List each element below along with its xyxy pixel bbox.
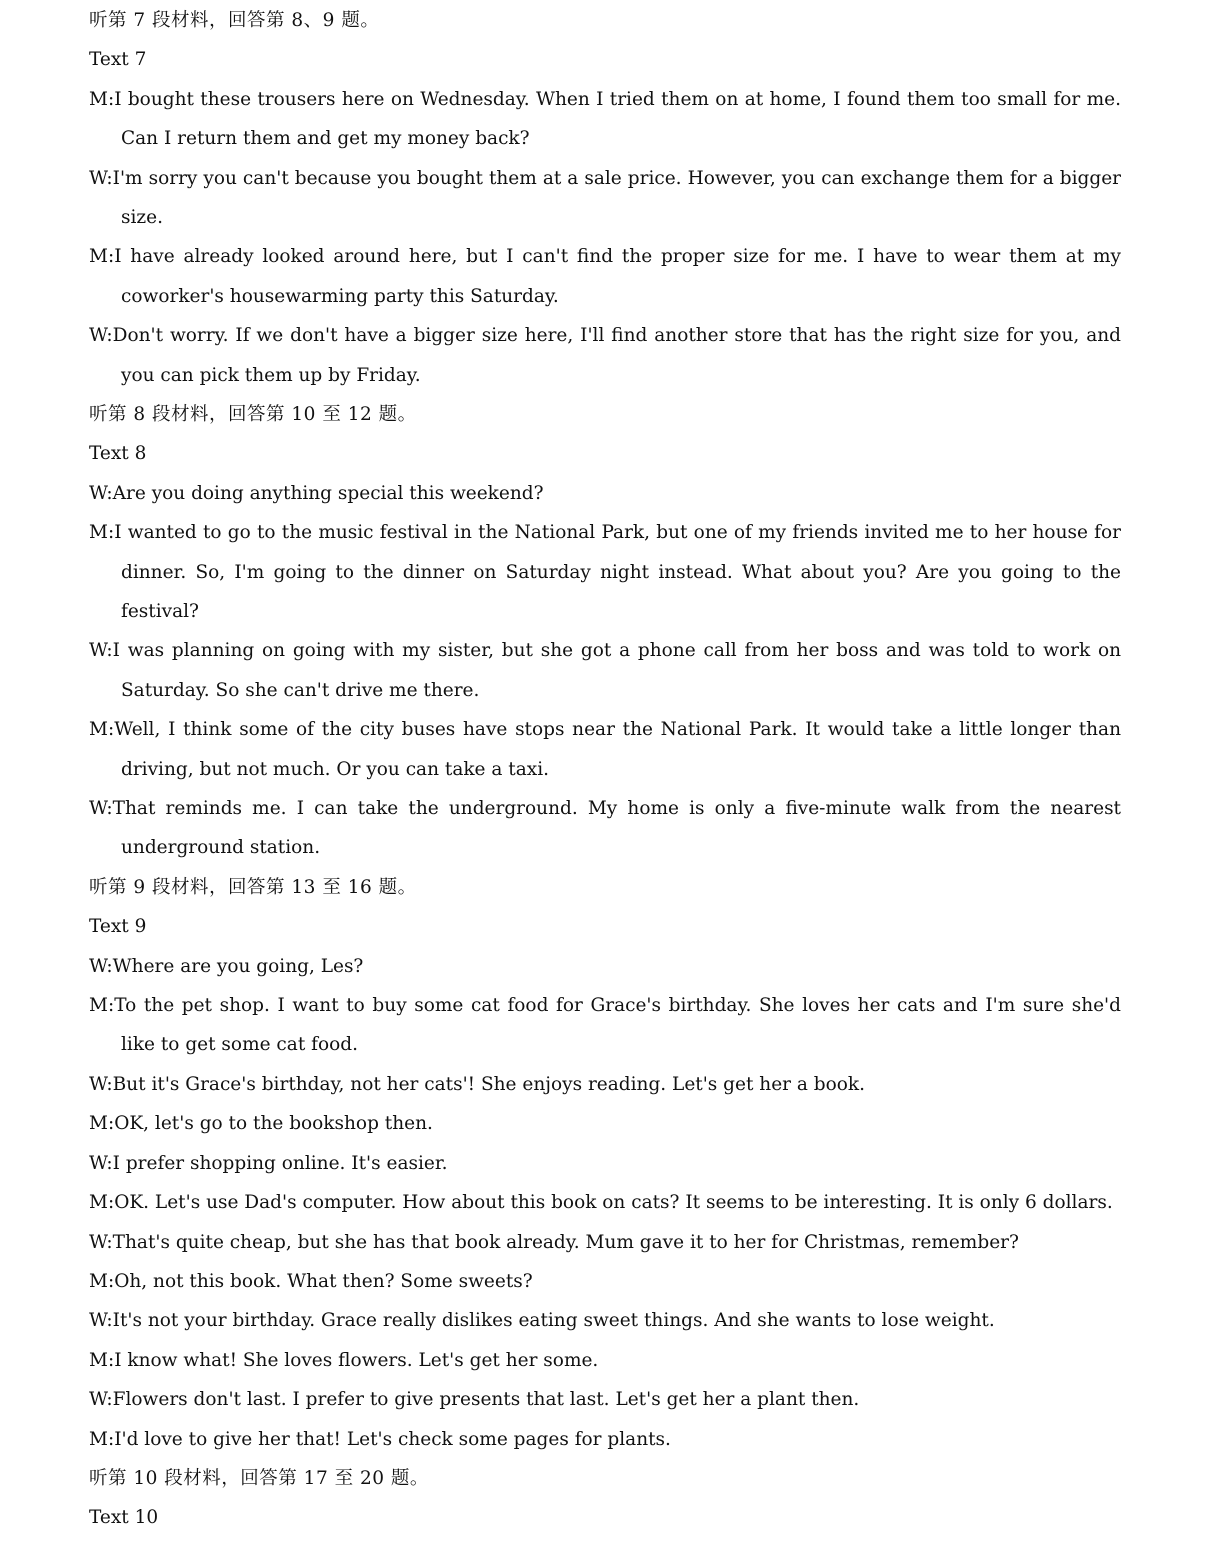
speaker-label: M [89,1113,108,1135]
speaker-colon: : [106,1231,113,1253]
speaker-label: W [89,1389,107,1411]
speaker-colon: : [106,1389,113,1411]
utterance-text: I was planning on going with my sister, but she got a phone call from her boss and was told to work on Saturday. So she can't drive me there. [112,640,1121,701]
speaker-label: W [89,1310,107,1332]
utterance-text: Flowers don't last. I prefer to give presents that last. Let's get her a plant then. [112,1389,860,1411]
dialogue-turn [89,474,1121,513]
speaker-colon: : [106,325,113,347]
speaker-colon: : [107,1428,115,1450]
utterance-text: I bought these trousers here on Wednesday. When I tried them on at home, I found them too small for me. Can I return them and get my money back? [114,88,1121,150]
speaker-colon: : [107,719,115,741]
utterance-text: Are you doing anything special this weekend? [112,482,544,504]
speaker-label: M [89,1428,108,1450]
section-heading: 听第 10 段材料，回答第 17 至 20 题。 [89,1467,429,1489]
speaker-colon: : [107,246,115,268]
utterance-text: That's quite cheap, but she has that book already. Mum gave it to her for Christmas, remember? [112,1231,1019,1253]
speaker-label: W [89,325,107,347]
dialogue-turn [89,316,1121,395]
utterance-text: I wanted to go to the music festival in the National Park, but one of my friends invited me to her house for dinner. So, I'm going to the dinner on Saturday night instead. What about you? Are you going to the festival? [114,522,1121,623]
dialogue-turn [89,986,1121,1065]
text-label: Text 9 [89,916,147,938]
utterance-text: But it's Grace's birthday, not her cats'! She enjoys reading. Let's get her a book. [112,1073,865,1095]
utterance-text: I know what! She loves flowers. Let's get her some. [114,1349,599,1371]
dialogue-turn [89,1301,1121,1340]
dialogue-turn [89,1420,1121,1459]
dialogue-turn [89,159,1121,238]
speaker-colon: : [107,1192,115,1214]
section-heading: 听第 9 段材料，回答第 13 至 16 题。 [89,876,417,898]
speaker-colon: : [107,88,115,110]
speaker-colon: : [106,482,113,504]
section-heading: 听第 7 段材料，回答第 8、9 题。 [89,10,380,31]
utterance-text: Don't worry. If we don't have a bigger size here, I'll find another store that has the right size for you, and you can pick them up by Friday. [112,325,1121,386]
speaker-label: M [89,1349,108,1371]
speaker-colon: : [107,995,115,1017]
speaker-colon: : [106,955,113,977]
speaker-label: W [89,1073,107,1095]
speaker-label: W [89,798,107,820]
speaker-label: W [89,1152,107,1174]
utterance-text: Oh, not this book. What then? Some sweets? [114,1270,533,1292]
dialogue-turn [89,513,1121,631]
utterance-text: I prefer shopping online. It's easier. [112,1152,448,1174]
utterance-text: It's not your birthday. Grace really dislikes eating sweet things. And she wants to lose weight. [112,1310,995,1332]
speaker-colon: : [106,640,113,662]
text-label: Text 10 [89,1507,159,1529]
speaker-label: W [89,955,107,977]
utterance-text: That reminds me. I can take the underground. My home is only a five-minute walk from the nearest underground station. [112,798,1121,859]
speaker-colon: : [107,1113,115,1135]
speaker-colon: : [107,522,115,544]
dialogue-turn [89,1183,1121,1222]
utterance-text: I'm sorry you can't because you bought them at a sale price. However, you can exchange them for a bigger size. [112,167,1121,228]
dialogue-turn [89,1144,1121,1183]
speaker-label: M [89,1192,108,1214]
dialogue-turn [89,1380,1121,1419]
speaker-label: W [89,640,107,662]
dialogue-turn [89,80,1121,159]
speaker-label: M [89,88,108,110]
dialogue-turn [89,1341,1121,1380]
utterance-text: I'd love to give her that! Let's check some pages for plants. [114,1428,671,1450]
dialogue-turn [89,1223,1121,1262]
dialogue-turn [89,1104,1121,1143]
transcript-page [89,1,1121,1538]
speaker-colon: : [107,1349,115,1371]
dialogue-turn [89,710,1121,789]
utterance-text: OK, let's go to the bookshop then. [114,1113,433,1135]
speaker-label: M [89,522,108,544]
utterance-text: Where are you going, Les? [112,955,364,977]
speaker-colon: : [106,167,113,189]
speaker-label: M [89,995,108,1017]
utterance-text: I have already looked around here, but I can't find the proper size for me. I have to wear them at my coworker's housewarming party this Saturday. [114,246,1121,307]
speaker-colon: : [106,1152,113,1174]
utterance-text: To the pet shop. I want to buy some cat food for Grace's birthday. She loves her cats and I'm sure she'd like to get some cat food. [114,995,1121,1056]
speaker-colon: : [106,1073,113,1095]
dialogue-turn [89,237,1121,316]
text-label: Text 7 [89,49,147,71]
speaker-label: W [89,167,107,189]
section-heading: 听第 8 段材料，回答第 10 至 12 题。 [89,404,417,426]
dialogue-turn [89,1262,1121,1301]
dialogue-turn [89,789,1121,868]
text-label: Text 8 [89,443,147,465]
utterance-text: OK. Let's use Dad's computer. How about this book on cats? It seems to be interesting. It is only 6 dollars. [114,1192,1113,1214]
speaker-colon: : [106,798,113,820]
speaker-label: W [89,1231,107,1253]
speaker-colon: : [106,1310,113,1332]
dialogue-turn [89,947,1121,986]
utterance-text: Well, I think some of the city buses have stops near the National Park. It would take a little longer than driving, but not much. Or you can take a taxi. [114,719,1121,780]
speaker-label: M [89,719,108,741]
dialogue-turn [89,631,1121,710]
speaker-colon: : [107,1270,115,1292]
dialogue-turn [89,1065,1121,1104]
speaker-label: W [89,482,107,504]
speaker-label: M [89,1270,108,1292]
speaker-label: M [89,246,108,268]
